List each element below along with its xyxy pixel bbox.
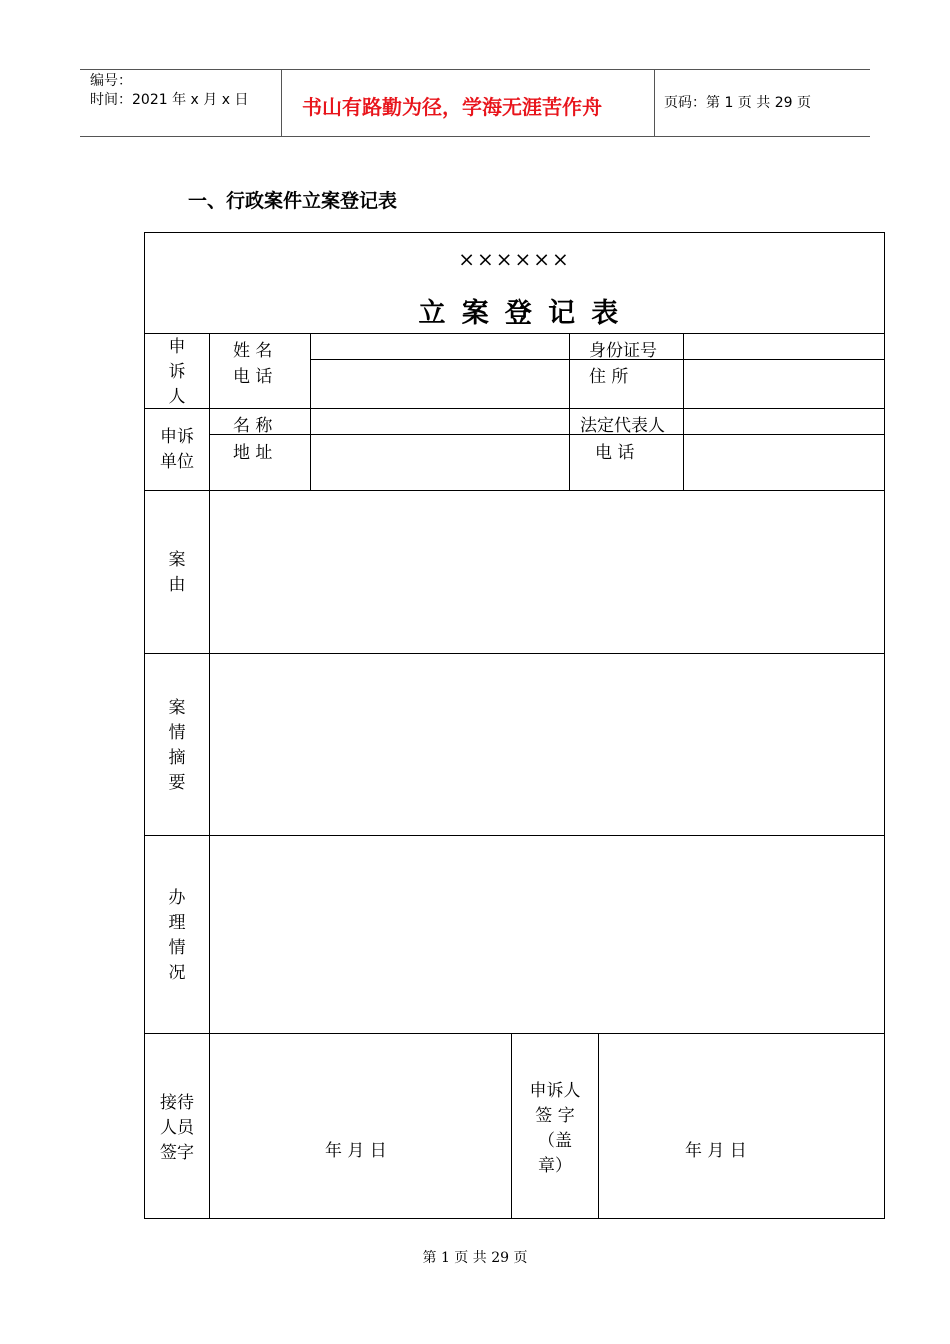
unit-line-2: 单位: [160, 452, 194, 472]
complainant-signature-field[interactable]: [599, 1034, 884, 1218]
complainant-sign-line-4: 章）: [538, 1156, 572, 1176]
receiver-line-3: 签字: [160, 1143, 194, 1163]
summary-char-2: 情: [168, 723, 186, 743]
receiver-line-1: 接待: [160, 1093, 194, 1113]
handling-char-1: 办: [168, 888, 186, 908]
cause-label: [145, 548, 209, 598]
rule-mid-column: [569, 333, 570, 490]
handling-char-4: 况: [168, 963, 186, 983]
complainant-char-2: 诉: [168, 362, 186, 382]
unit-address-label: 地 址: [233, 443, 273, 463]
header-divider-left: [281, 69, 282, 136]
registration-form: [144, 232, 885, 1219]
header-motto: 书山有路勤为径，学海无涯苦作舟: [302, 95, 602, 119]
handling-label: [145, 886, 209, 986]
unit-name-label: 名 称: [233, 416, 273, 436]
handling-char-2: 理: [168, 913, 186, 933]
unit-name-field[interactable]: [311, 409, 569, 434]
summary-label: [145, 696, 209, 796]
name-label: 姓 名: [233, 341, 273, 361]
section-title: 一、行政案件立案登记表: [188, 190, 398, 212]
document-time-label: 时间：2021 年 x 月 x 日: [90, 92, 249, 108]
receiver-signature-field[interactable]: [210, 1034, 511, 1218]
org-placeholder: ××××××: [458, 247, 571, 271]
summary-char-1: 案: [168, 698, 186, 718]
unit-phone-field[interactable]: [684, 435, 884, 490]
receiver-signature-label: [145, 1091, 209, 1166]
complainant-char-1: 申: [168, 337, 186, 357]
id-number-label: 身份证号: [589, 341, 657, 361]
document-number-label: 编号：: [90, 73, 132, 89]
page-info: 页码：第 1 页 共 29 页: [664, 95, 811, 111]
complainant-sign-line-2: 签 字: [535, 1106, 575, 1126]
page-footer: 第 1 页 共 29 页: [422, 1250, 528, 1266]
phone-field[interactable]: [311, 360, 569, 408]
unit-address-field[interactable]: [311, 435, 569, 490]
handling-field[interactable]: [210, 836, 884, 1033]
header-top-rule: [80, 69, 870, 70]
complainant-sign-line-3: （盖: [538, 1131, 572, 1151]
receiver-line-2: 人员: [160, 1118, 194, 1138]
unit-line-1: 申诉: [160, 427, 194, 447]
summary-char-3: 摘: [168, 748, 186, 768]
summary-char-4: 要: [168, 773, 186, 793]
residence-label: 住 所: [589, 367, 629, 387]
cause-char-2: 由: [168, 575, 186, 595]
header-divider-right: [654, 69, 655, 136]
header-bottom-rule: [80, 136, 870, 137]
id-number-field[interactable]: [684, 334, 884, 359]
complainant-sign-line-1: 申诉人: [529, 1081, 581, 1101]
legal-rep-field[interactable]: [684, 409, 884, 434]
cause-field[interactable]: [210, 491, 884, 653]
complainant-group-label: [145, 335, 209, 410]
form-title: 立案登记表: [418, 298, 635, 329]
unit-group-label: [145, 425, 209, 475]
summary-field[interactable]: [210, 654, 884, 835]
handling-char-3: 情: [168, 938, 186, 958]
complainant-signature-label: [512, 1079, 598, 1179]
receiver-date: 年 月 日: [325, 1141, 387, 1161]
name-field[interactable]: [311, 334, 569, 359]
legal-rep-label: 法定代表人: [580, 416, 665, 436]
complainant-char-3: 人: [168, 387, 186, 407]
unit-phone-label: 电 话: [595, 443, 635, 463]
complainant-date: 年 月 日: [685, 1141, 747, 1161]
phone-label: 电 话: [233, 367, 273, 387]
residence-field[interactable]: [684, 360, 884, 408]
cause-char-1: 案: [168, 550, 186, 570]
